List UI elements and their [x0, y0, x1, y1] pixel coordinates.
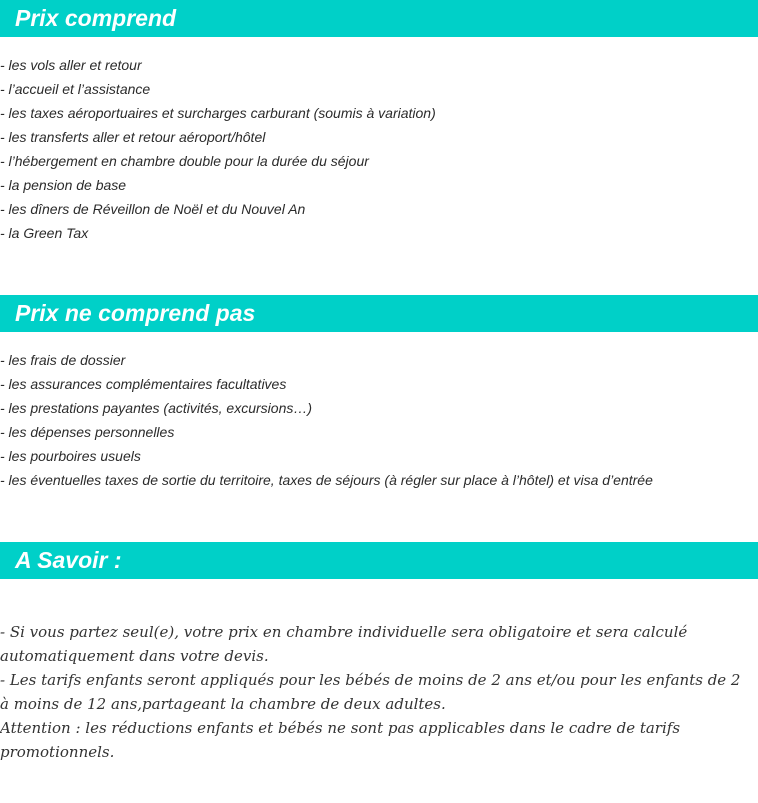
list-item: - les taxes aéroportuaires et surcharges carburant (soumis à variation): [0, 105, 436, 121]
info-paragraph: - Les tarifs enfants seront appliqués pour les bébés de moins de 2 ans et/ou pour les enfants de 2 à moins de 12 ans,partageant la chambre de deux adultes.: [0, 671, 741, 713]
list-item: - les transferts aller et retour aéroport/hôtel: [0, 129, 266, 145]
section-title: A Savoir :: [15, 547, 122, 573]
list-item: - l’accueil et l’assistance: [0, 81, 151, 97]
list-item: - les vols aller et retour: [0, 57, 142, 73]
list-item: - les dîners de Réveillon de Noël et du Nouvel An: [0, 201, 306, 217]
list-item: - les éventuelles taxes de sortie du territoire, taxes de séjours (à régler sur place à l’hôtel) et visa d’entrée: [0, 472, 653, 488]
info-paragraph: Attention : les réductions enfants et bébés ne sont pas applicables dans le cadre de tarifs promotionnels.: [0, 719, 681, 761]
excluded-list: [0, 348, 653, 492]
list-item: - les assurances complémentaires facultatives: [0, 376, 287, 392]
included-list: [0, 53, 436, 245]
section-title: Prix ne comprend pas: [15, 300, 256, 326]
list-item: - les pourboires usuels: [0, 448, 141, 464]
section-header-a-savoir: [0, 542, 758, 579]
section-header-prix-comprend: [0, 0, 758, 37]
list-item: - les prestations payantes (activités, excursions…): [0, 400, 313, 416]
list-item: - les dépenses personnelles: [0, 424, 175, 440]
list-item: - l’hébergement en chambre double pour la durée du séjour: [0, 153, 369, 169]
list-item: - la pension de base: [0, 177, 127, 193]
list-item: - la Green Tax: [0, 225, 89, 241]
section-header-prix-ne-comprend-pas: [0, 295, 758, 332]
a-savoir-text: [0, 620, 750, 764]
list-item: - les frais de dossier: [0, 352, 126, 368]
info-paragraph: - Si vous partez seul(e), votre prix en chambre individuelle sera obligatoire et sera calculé automatiquement dans votre devis.: [0, 623, 688, 665]
section-title: Prix comprend: [15, 5, 177, 31]
